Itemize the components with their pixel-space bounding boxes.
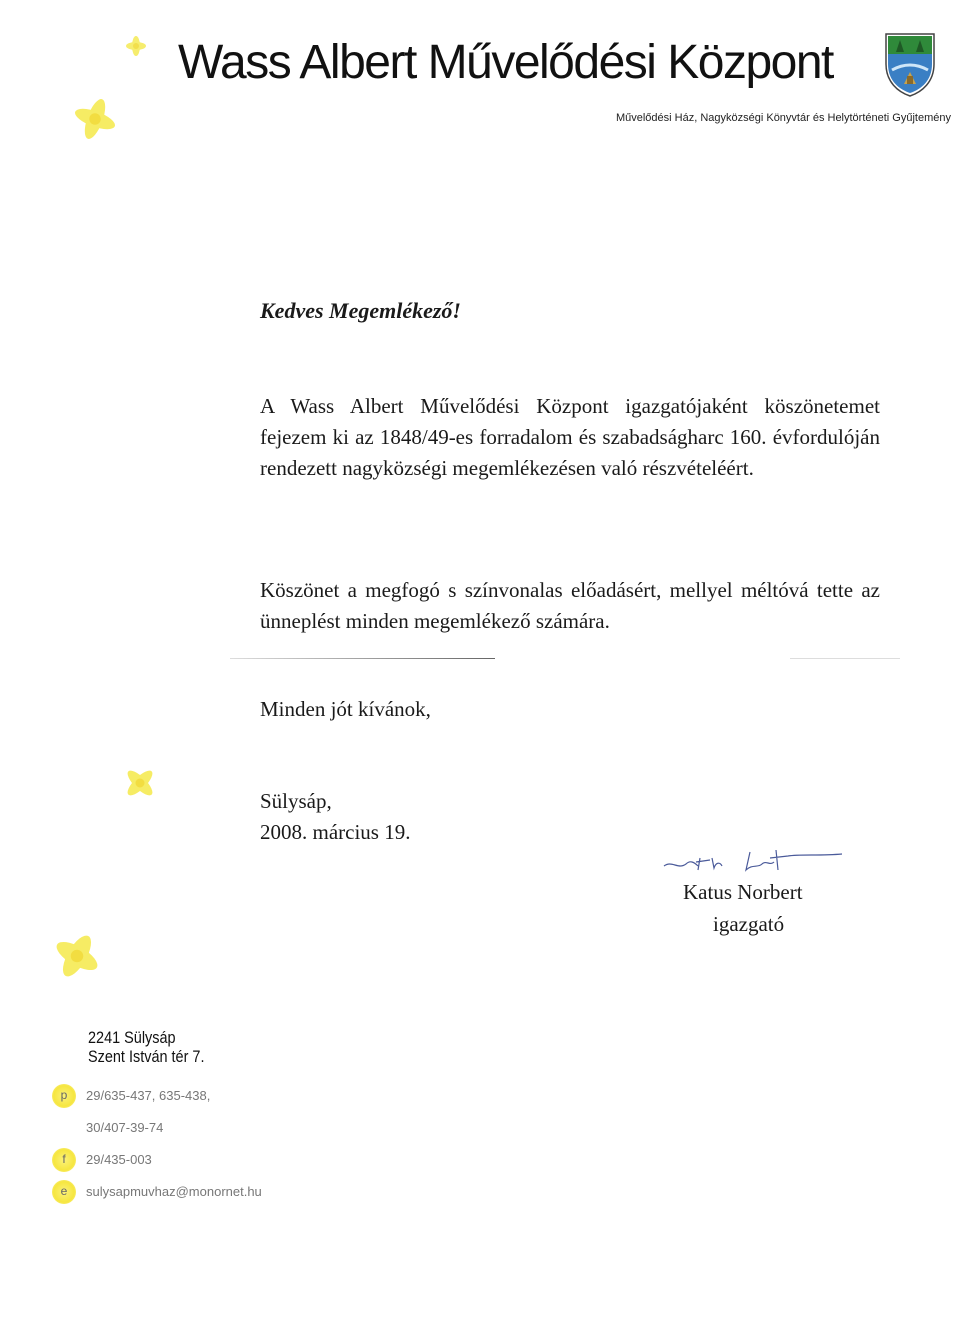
letterhead-subtitle: Művelődési Ház, Nagyközségi Könyvtár és Helytörténeti Gyűjtemény bbox=[615, 112, 951, 124]
body-paragraph-2: Köszönet a megfogó s színvonalas előadásért, mellyel méltóvá tette az ünneplést minden megemlékező számára. bbox=[260, 578, 880, 633]
address-line-2: Szent István tér 7. bbox=[88, 1047, 205, 1066]
phone-number: 29/635-437, 635-438, bbox=[86, 1088, 211, 1103]
letterhead-title: Wass Albert Művelődési Központ bbox=[178, 36, 833, 89]
signature-icon bbox=[660, 840, 850, 880]
signer-title: igazgató bbox=[713, 912, 785, 936]
address-block bbox=[88, 1028, 204, 1066]
place: Sülysáp, bbox=[260, 789, 332, 813]
flower-icon bbox=[52, 930, 102, 982]
crest-icon bbox=[882, 30, 938, 98]
phone-number-2: 30/407-39-74 bbox=[86, 1120, 164, 1135]
phone-row bbox=[52, 1084, 210, 1108]
phone-row-2 bbox=[52, 1116, 163, 1140]
divider bbox=[790, 658, 900, 659]
closing: Minden jót kívánok, bbox=[260, 697, 431, 721]
email-badge: e bbox=[52, 1180, 76, 1204]
fax-row bbox=[52, 1148, 152, 1172]
date: 2008. március 19. bbox=[260, 820, 411, 844]
address-line-1: 2241 Sülysáp bbox=[88, 1028, 176, 1047]
email-address[interactable]: sulysapmuvhaz@monornet.hu bbox=[86, 1184, 262, 1199]
phone-badge: p bbox=[52, 1084, 76, 1108]
greeting: Kedves Megemlékező! bbox=[260, 298, 461, 323]
place-date bbox=[260, 786, 410, 848]
body-paragraph-1: A Wass Albert Művelődési Központ igazgatójaként köszönetemet fejezem ki az 1848/49-es forradalom és szabadságharc 160. évfordulóján rendezett nagyközségi megemlékezésen való részvételéért. bbox=[260, 394, 880, 480]
fax-number: 29/435-003 bbox=[86, 1152, 152, 1167]
flower-icon bbox=[122, 764, 158, 802]
flower-icon bbox=[124, 34, 148, 58]
divider bbox=[230, 658, 495, 659]
fax-badge: f bbox=[52, 1148, 76, 1172]
email-row bbox=[52, 1180, 262, 1204]
flower-icon bbox=[72, 96, 118, 142]
signer-name: Katus Norbert bbox=[683, 880, 803, 904]
